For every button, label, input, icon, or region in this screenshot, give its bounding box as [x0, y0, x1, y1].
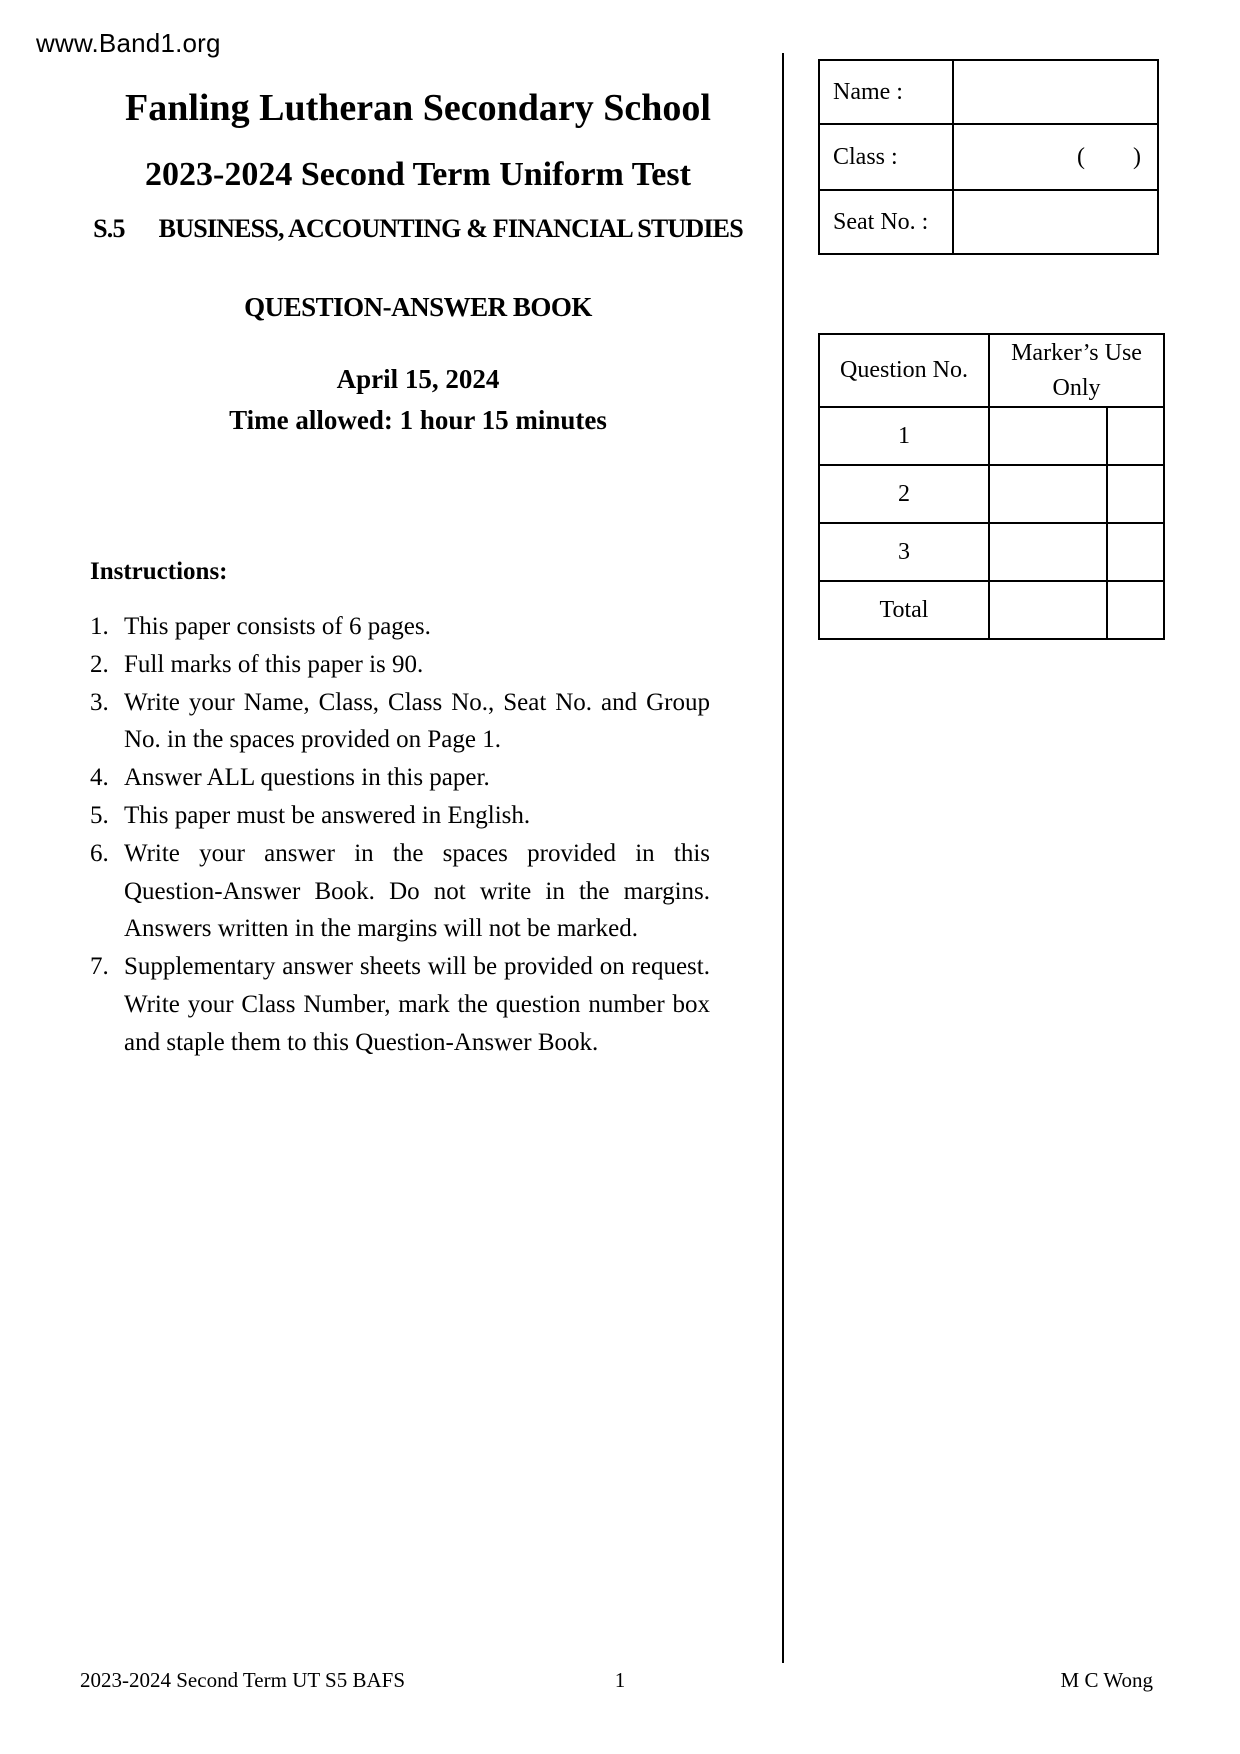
list-item [90, 835, 710, 948]
item-number: 1. [90, 613, 109, 640]
table-row [819, 124, 1158, 190]
question-3-label: 3 [819, 523, 989, 581]
student-info-table [818, 59, 1159, 255]
marks-cell [989, 465, 1107, 523]
item-text: Write your Name, Class, Class No., Seat No. and Group No. in the spaces provided on Page 1. [124, 688, 710, 754]
instructions-heading: Instructions: [90, 558, 228, 585]
question-1-label: 1 [819, 407, 989, 465]
class-no-paren-open: ( [1077, 143, 1085, 170]
item-text: This paper must be answered in English. [124, 801, 531, 829]
seat-no-label: Seat No. : [819, 190, 953, 254]
list-item [90, 646, 710, 684]
school-name: Fanling Lutheran Secondary School [125, 87, 711, 129]
marker-use-table [818, 333, 1165, 640]
table-row [819, 581, 1164, 639]
item-number: 2. [90, 650, 109, 678]
footer-page-number: 1 [614, 1668, 626, 1692]
name-label: Name : [819, 60, 953, 124]
list-item [90, 797, 710, 835]
marks-cell [989, 523, 1107, 581]
class-no-paren-close: ) [1133, 143, 1141, 170]
time-allowed: Time allowed: 1 hour 15 minutes [229, 405, 607, 435]
marks-subcell [1107, 581, 1164, 639]
footer-author: M C Wong [1060, 1668, 1153, 1692]
question-no-header: Question No. [819, 334, 989, 407]
name-value-cell [953, 60, 1158, 124]
markers-use-header: Marker’s Use Only [989, 334, 1164, 407]
subject-name: BUSINESS, ACCOUNTING & FINANCIAL STUDIES [158, 214, 743, 243]
item-number: 6. [90, 839, 109, 867]
table-row [819, 523, 1164, 581]
table-row [819, 190, 1158, 254]
item-number: 7. [90, 953, 109, 981]
subject-line [90, 214, 746, 244]
item-number: 4. [90, 764, 109, 792]
question-2-label: 2 [819, 465, 989, 523]
item-text: Supplementary answer sheets will be provided on request. Write your Class Number, mark the question number box and staple them to this Question-Answer Book. [124, 953, 710, 1056]
list-item [90, 608, 710, 646]
exam-date: April 15, 2024 [336, 364, 500, 394]
item-text: Full marks of this paper is 90. [124, 650, 424, 678]
class-level: S.5 [93, 214, 125, 243]
exam-term-title: 2023-2024 Second Term Uniform Test [145, 156, 691, 193]
item-number: 3. [90, 688, 109, 716]
instructions-list [90, 608, 710, 1062]
footer-doc-title: 2023-2024 Second Term UT S5 BAFS [80, 1668, 406, 1692]
seat-no-value-cell [953, 190, 1158, 254]
marks-subcell [1107, 407, 1164, 465]
marks-cell [989, 407, 1107, 465]
total-label: Total [819, 581, 989, 639]
book-title: QUESTION-ANSWER BOOK [244, 292, 592, 322]
item-text: Answer ALL questions in this paper. [124, 764, 490, 792]
table-row [819, 334, 1164, 407]
item-number: 5. [90, 801, 109, 829]
class-label: Class : [819, 124, 953, 190]
marks-subcell [1107, 465, 1164, 523]
marks-cell [989, 581, 1107, 639]
list-item [90, 948, 710, 1061]
marks-subcell [1107, 523, 1164, 581]
item-text: This paper consists of 6 pages. [124, 613, 431, 640]
site-watermark: www.Band1.org [36, 28, 221, 58]
list-item [90, 684, 710, 760]
class-value-cell [953, 124, 1158, 190]
margin-divider-line [782, 53, 784, 1663]
table-row [819, 60, 1158, 124]
list-item [90, 759, 710, 797]
table-row [819, 465, 1164, 523]
table-row [819, 407, 1164, 465]
item-text: Write your answer in the spaces provided in this Question-Answer Book. Do not write in the margins. Answers written in the margins will not be marked. [124, 839, 710, 943]
